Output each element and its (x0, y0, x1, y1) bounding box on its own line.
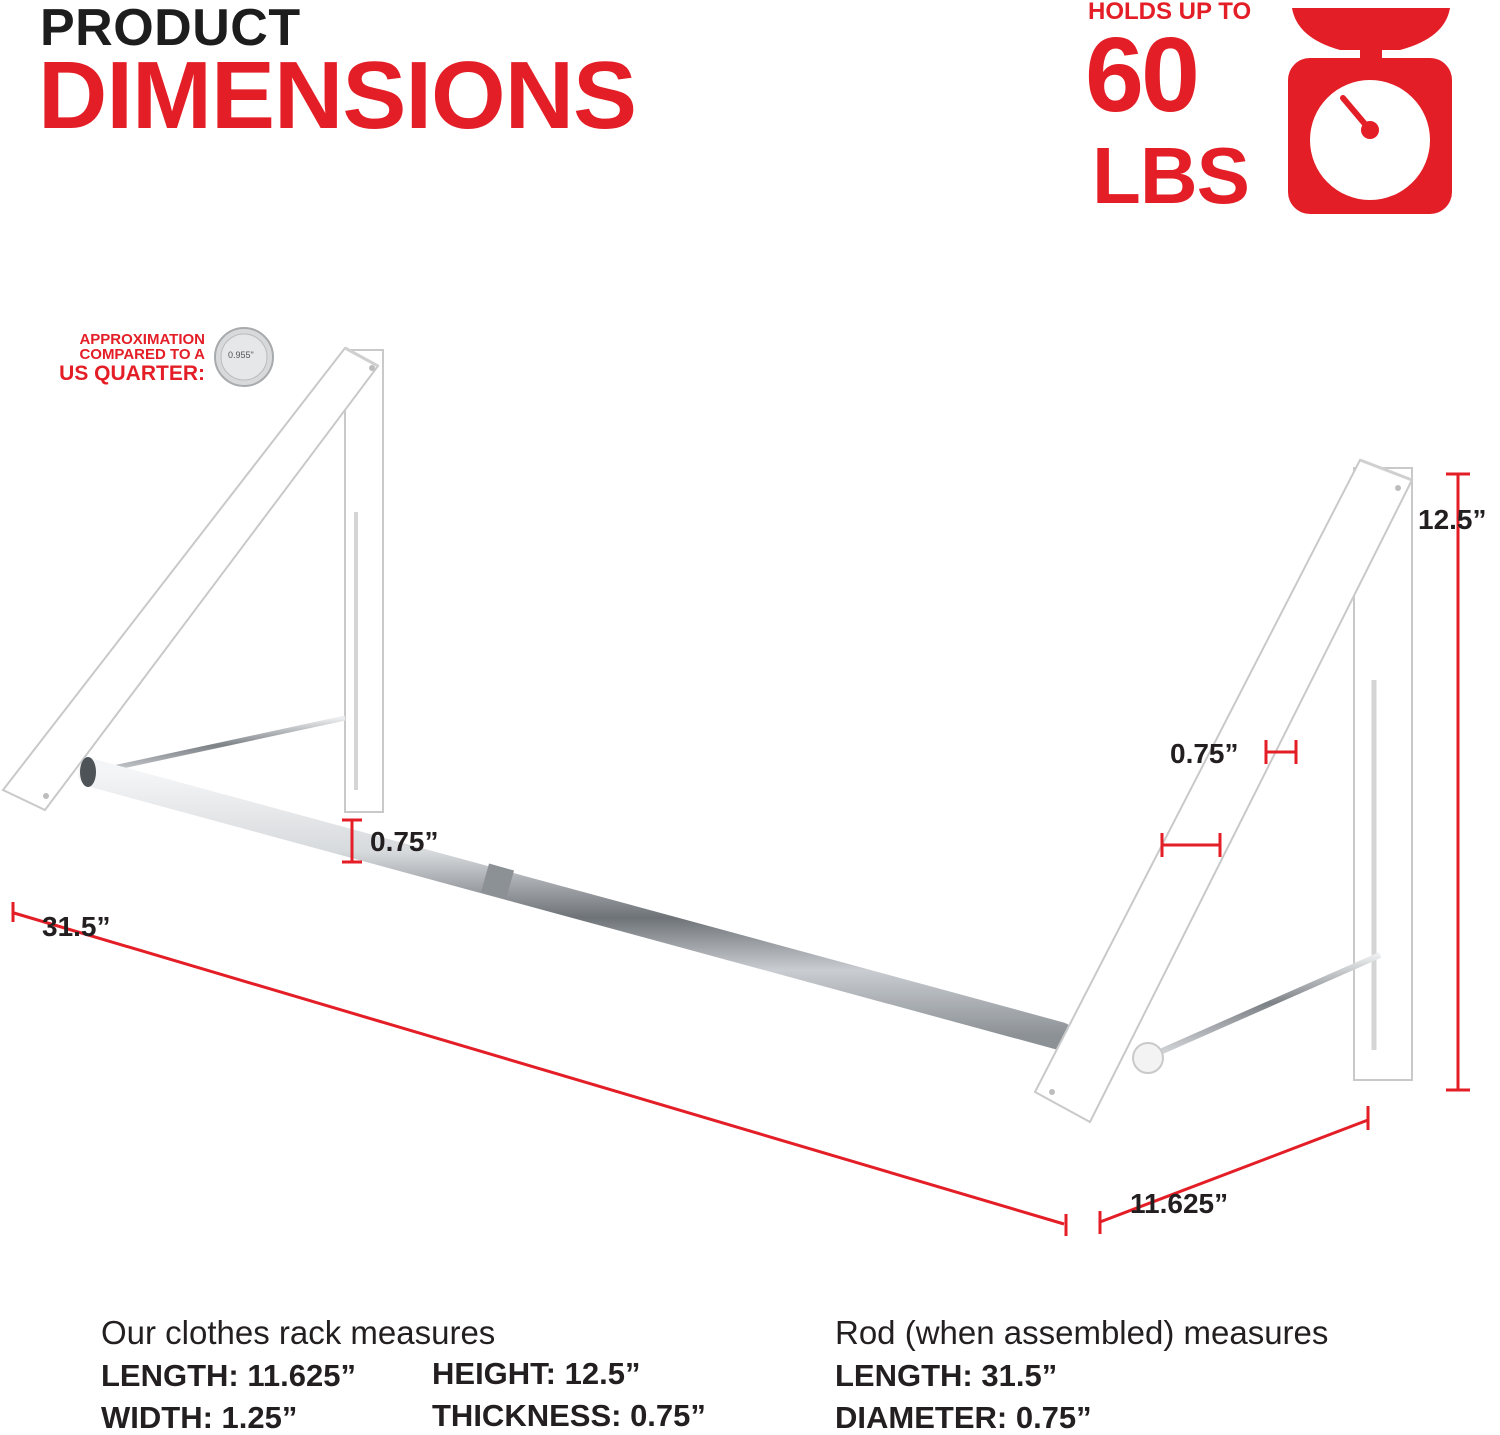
rack-measures-heading: Our clothes rack measures (101, 1314, 496, 1351)
approx-line3: US QUARTER: (59, 362, 205, 385)
page-title: DIMENSIONS (38, 42, 637, 149)
title-line1: PRODUCT (40, 0, 301, 57)
capacity-label: HOLDS UP TO (1088, 0, 1252, 25)
height-label: 12.5” (1418, 504, 1487, 535)
rod-length: LENGTH: 31.5” (835, 1358, 1058, 1393)
approximation-note (30, 332, 205, 384)
rack-width: WIDTH: 1.25” (101, 1400, 298, 1435)
capacity-unit: LBS (1092, 131, 1249, 220)
coin-label: 0.955" (228, 350, 254, 360)
approx-line2: COMPARED TO A (79, 346, 205, 363)
rack-length: LENGTH: 11.625” (101, 1358, 356, 1393)
hanging-rod (80, 757, 1060, 1036)
rod-measures-heading: Rod (when assembled) measures (835, 1314, 1329, 1351)
rack-height: HEIGHT: 12.5” (432, 1356, 641, 1391)
right-bracket (1035, 460, 1412, 1122)
left-bracket (3, 348, 383, 812)
approx-line1: APPROXIMATION (79, 331, 205, 348)
bracket-depth-label: 11.625” (1130, 1188, 1229, 1219)
scale-icon (1288, 8, 1452, 214)
capacity-value: 60 (1085, 16, 1197, 134)
rack-thickness: THICKNESS: 0.75” (432, 1398, 706, 1433)
rod-diameter-label: 0.75” (370, 826, 439, 857)
dimension-lines (13, 474, 1470, 1236)
bracket-width-label: 0.75” (1170, 738, 1239, 769)
rod-length-label: 31.5” (42, 911, 111, 942)
rod-diameter: DIAMETER: 0.75” (835, 1400, 1092, 1435)
